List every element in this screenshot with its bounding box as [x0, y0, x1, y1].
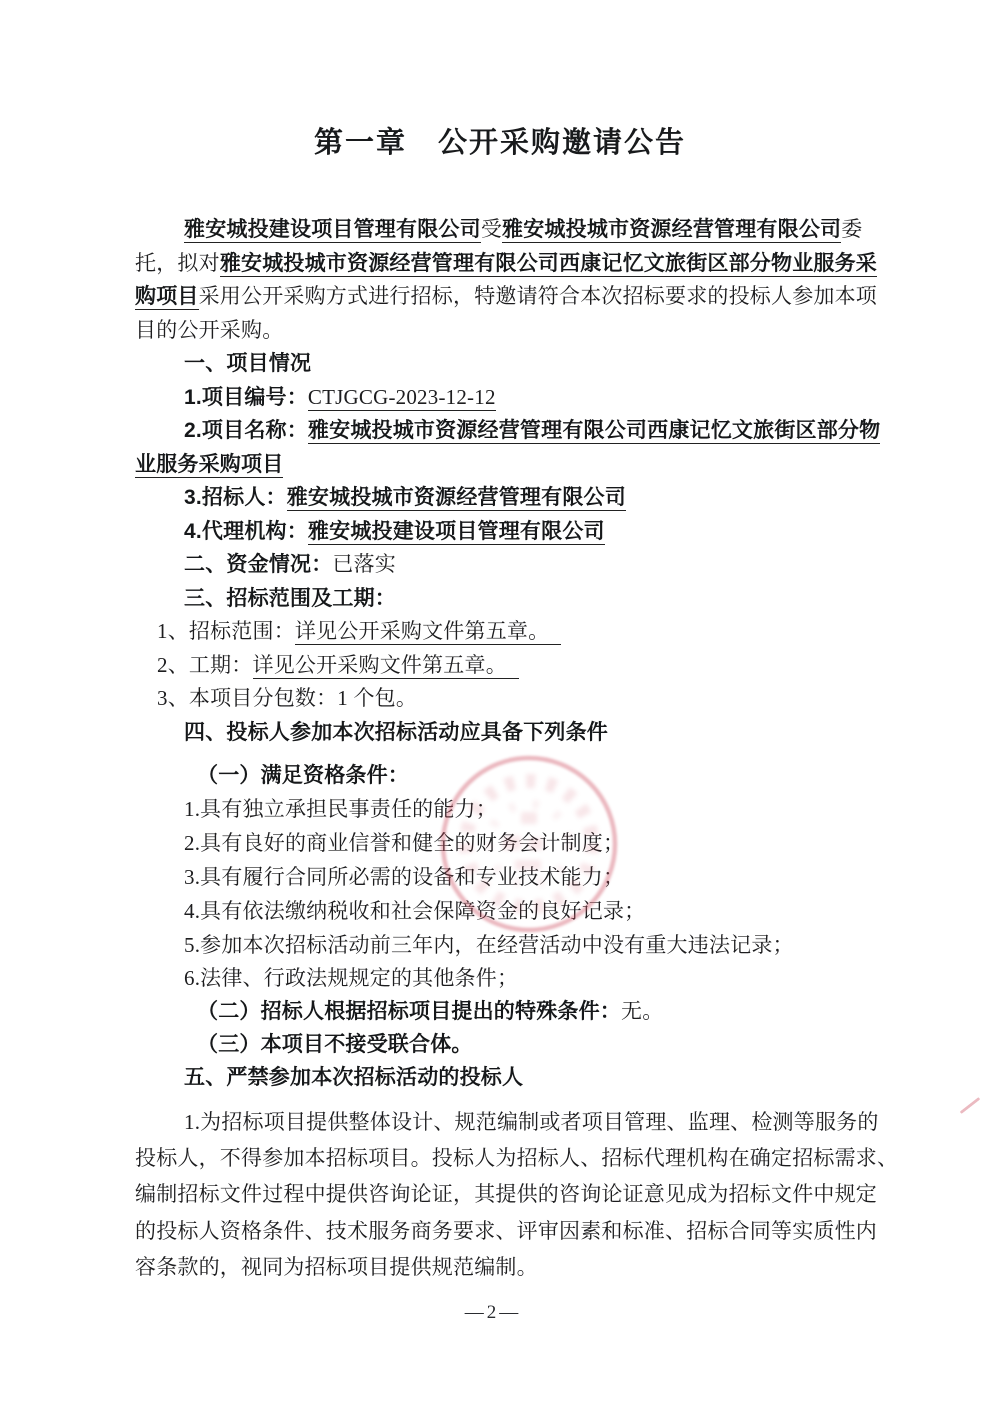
text-line: [135, 1213, 877, 1249]
chapter-title: 第一章 公开采购邀请公告: [313, 127, 686, 159]
text-line: [184, 1104, 879, 1140]
text-line: [157, 680, 417, 716]
text-line: [184, 345, 311, 381]
text-line: [135, 446, 283, 482]
text-segment: 1.为招标项目提供整体设计、规范编制或者项目管理、监理、检测等服务的: [184, 1110, 879, 1134]
text-segment: 2、工期：: [157, 653, 253, 677]
text-line: [184, 825, 624, 861]
text-segment: 6.法律、行政法规规定的其他条件；: [184, 966, 519, 990]
text-segment: 雅安城投建设项目管理有限公司: [184, 218, 481, 241]
text-line: [184, 1059, 523, 1095]
text-segment: 2.项目名称：: [184, 419, 308, 442]
text-line: [135, 245, 877, 281]
text-segment: 编制招标文件过程中提供咨询论证，其提供的咨询论证意见成为招标文件中规定: [135, 1182, 877, 1206]
text-segment: （三）本项目不接受联合体。: [197, 1033, 473, 1056]
text-segment: 的投标人资格条件、技术服务商务要求、评审因素和标准、招标合同等实质性内: [135, 1219, 877, 1243]
text-line: [157, 647, 519, 683]
text-segment: （一）满足资格条件：: [197, 764, 409, 787]
text-segment: 5.参加本次招标活动前三年内，在经营活动中没有重大违法记录；: [184, 933, 794, 957]
text-segment: 3.招标人：: [184, 486, 287, 509]
page-number: —2—: [464, 1302, 522, 1323]
text-segment: 1.项目编号：: [184, 386, 308, 409]
text-segment: 投标人，不得参加本招标项目。投标人为招标人、招标代理机构在确定招标需求、: [135, 1146, 899, 1170]
text-segment: 已落实: [332, 552, 397, 576]
text-segment: 委: [841, 217, 863, 241]
text-segment: 详见公开采购文件第五章。: [295, 619, 561, 645]
text-segment: 四、投标人参加本次招标活动应具备下列条件: [184, 721, 608, 744]
text-line: [197, 993, 663, 1029]
text-line: [184, 379, 496, 415]
text-segment: 3.具有履行合同所必需的设备和专业技术能力；: [184, 865, 625, 889]
text-segment: 3、本项目分包数：1 个包。: [157, 686, 418, 710]
text-line: [184, 513, 605, 549]
text-segment: 业服务采购项目: [135, 453, 284, 476]
text-line: [184, 412, 880, 448]
text-line: [135, 1249, 538, 1285]
text-line: [135, 1176, 877, 1212]
text-segment: 五、严禁参加本次招标活动的投标人: [184, 1066, 524, 1089]
text-segment: 雅安城投城市资源经营管理有限公司: [502, 218, 842, 241]
text-segment: 雅安城投城市资源经营管理有限公司西康记忆文旅街区部分物: [307, 419, 881, 442]
text-segment: 一、项目情况: [184, 352, 312, 375]
text-line: [184, 893, 645, 929]
text-segment: 购项目: [135, 285, 199, 308]
text-segment: 详见公开采购文件第五章。: [253, 653, 519, 679]
text-segment: 容条款的，视同为招标项目提供规范编制。: [135, 1255, 538, 1279]
text-line: [184, 479, 626, 515]
text-segment: 雅安城投城市资源经营管理有限公司: [286, 486, 626, 509]
text-segment: 1、招标范围：: [157, 619, 295, 643]
text-line: [184, 580, 396, 616]
text-line: [157, 613, 561, 649]
text-line: [135, 312, 283, 348]
text-line: [135, 1140, 898, 1176]
text-segment: 二、资金情况：: [184, 553, 333, 576]
text-segment: 托，拟对: [135, 251, 220, 275]
text-segment: CTJGCG-2023-12-12: [307, 385, 496, 409]
text-segment: （二）招标人根据招标项目提出的特殊条件：: [197, 1000, 621, 1023]
text-line: [197, 1026, 473, 1062]
text-segment: 无。: [621, 999, 664, 1023]
text-segment: 受: [480, 217, 503, 241]
text-line: [135, 278, 877, 314]
text-segment: 目的公开采购。: [135, 318, 284, 342]
text-line: [184, 960, 518, 996]
text-segment: 三、招标范围及工期：: [184, 587, 396, 610]
text-line: [184, 791, 497, 827]
text-line: [184, 927, 794, 963]
text-line: [184, 714, 608, 750]
text-segment: 4.代理机构：: [184, 520, 308, 543]
text-line: [184, 211, 862, 247]
text-segment: 2.具有良好的商业信誉和健全的财务会计制度；: [184, 831, 625, 855]
text-line: [197, 757, 409, 793]
text-segment: 4.具有依法缴纳税收和社会保障资金的良好记录；: [184, 899, 646, 923]
text-line: [184, 859, 624, 895]
text-segment: 采用公开采购方式进行招标，特邀请符合本次招标要求的投标人参加本项: [198, 284, 878, 308]
text-segment: 雅安城投城市资源经营管理有限公司西康记忆文旅街区部分物业服务采: [219, 252, 878, 275]
text-segment: 雅安城投建设项目管理有限公司: [307, 520, 605, 543]
text-line: [184, 546, 396, 582]
text-segment: 1.具有独立承担民事责任的能力；: [184, 797, 497, 821]
